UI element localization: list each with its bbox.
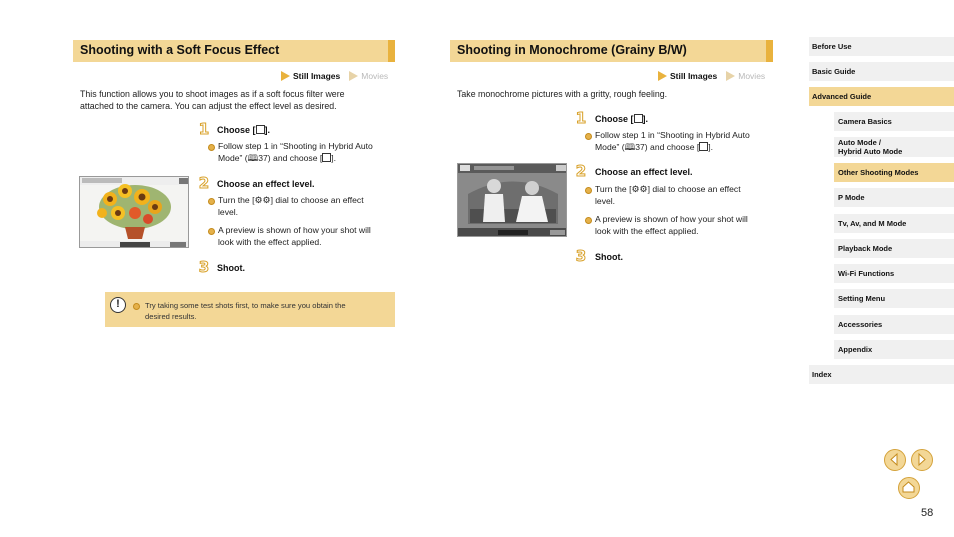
nav-camera-basics[interactable]: Camera Basics (834, 112, 954, 131)
nav-appendix[interactable]: Appendix (834, 340, 954, 359)
step-number-1: 1 (575, 109, 587, 127)
triangle-icon (658, 71, 667, 81)
intro-text: Take monochrome pictures with a gritty, rough feeling. (457, 89, 668, 99)
camera-screen-soft-focus (79, 176, 189, 248)
mode-still-images: Still Images (670, 71, 718, 81)
soft-focus-icon (322, 153, 331, 162)
intro-text: This function allows you to shoot images as if a soft focus filter were attached to the camera. You can adjust the effect level as desired. (80, 89, 345, 111)
nav-wifi-functions[interactable]: Wi-Fi Functions (834, 264, 954, 283)
triangle-icon (726, 71, 735, 81)
monochrome-icon (699, 142, 708, 151)
mode-indicators (281, 71, 388, 81)
home-icon (899, 478, 918, 497)
home-button[interactable] (898, 477, 920, 499)
step-number-2: 2 (198, 174, 210, 192)
mode-movies: Movies (738, 71, 766, 81)
step-title: Choose [ ]. (595, 114, 649, 124)
bullet-item: Follow step 1 in “Shooting in Hybrid Auto Mode” (🕮37) and choose [ ]. (585, 130, 780, 153)
next-page-button[interactable] (911, 449, 933, 471)
section-header-monochrome (450, 40, 773, 62)
nav-before-use[interactable]: Before Use (809, 37, 954, 56)
bullet-item: A preview is shown of how your shot will look with the effect applied. (208, 225, 403, 248)
prev-page-button[interactable] (884, 449, 906, 471)
caution-icon: ! (110, 297, 126, 313)
bullet-item: Turn the [⚙⚙] dial to choose an effect level. (208, 195, 403, 218)
sunflower-photo (80, 177, 189, 248)
section-title: Shooting in Monochrome (Grainy B/W) (457, 43, 687, 57)
dial-icon: ⚙⚙ (631, 184, 648, 194)
camera-screen-monochrome (457, 163, 567, 237)
step-number-3: 3 (198, 258, 210, 276)
section-title: Shooting with a Soft Focus Effect (80, 43, 280, 57)
section-header-soft-focus (73, 40, 395, 62)
bullet-item: Follow step 1 in “Shooting in Hybrid Auto Mode” (🕮37) and choose [ ]. (208, 141, 403, 164)
triangle-icon (281, 71, 290, 81)
mode-still-images: Still Images (293, 71, 341, 81)
step-title: Choose an effect level. (595, 167, 693, 177)
mode-indicators (658, 71, 765, 81)
prev-page-icon (885, 450, 904, 469)
tip-text: Try taking some test shots first, to make sure you obtain the desired results. (133, 300, 383, 322)
step-number-2: 2 (575, 162, 587, 180)
book-icon: 🕮 (247, 152, 259, 163)
children-photo (458, 164, 567, 237)
step-title: Shoot. (217, 263, 245, 273)
nav-p-mode[interactable]: P Mode (834, 188, 954, 207)
mode-movies: Movies (361, 71, 389, 81)
nav-auto-mode[interactable]: Auto Mode / Hybrid Auto Mode (834, 137, 954, 157)
nav-index[interactable]: Index (809, 365, 954, 384)
nav-playback-mode[interactable]: Playback Mode (834, 239, 954, 258)
nav-tv-av-m-mode[interactable]: Tv, Av, and M Mode (834, 214, 954, 233)
step-title: Choose an effect level. (217, 179, 315, 189)
nav-other-shooting-modes[interactable]: Other Shooting Modes (834, 163, 954, 182)
next-page-icon (912, 450, 931, 469)
nav-advanced-guide[interactable]: Advanced Guide (809, 87, 954, 106)
bullet-item: A preview is shown of how your shot will look with the effect applied. (585, 214, 780, 237)
page-number: 58 (921, 507, 934, 519)
step-number-1: 1 (198, 120, 210, 138)
book-icon: 🕮 (624, 141, 636, 152)
monochrome-icon (634, 114, 643, 123)
step-title: Choose [ ]. (217, 125, 271, 135)
step-number-3: 3 (575, 247, 587, 265)
soft-focus-icon (256, 125, 265, 134)
step-title: Shoot. (595, 252, 623, 262)
tip-box (105, 292, 395, 327)
dial-icon: ⚙⚙ (254, 195, 271, 205)
nav-setting-menu[interactable]: Setting Menu (834, 289, 954, 308)
nav-accessories[interactable]: Accessories (834, 315, 954, 334)
bullet-item: Turn the [⚙⚙] dial to choose an effect level. (585, 184, 780, 207)
triangle-icon (349, 71, 358, 81)
nav-basic-guide[interactable]: Basic Guide (809, 62, 954, 81)
